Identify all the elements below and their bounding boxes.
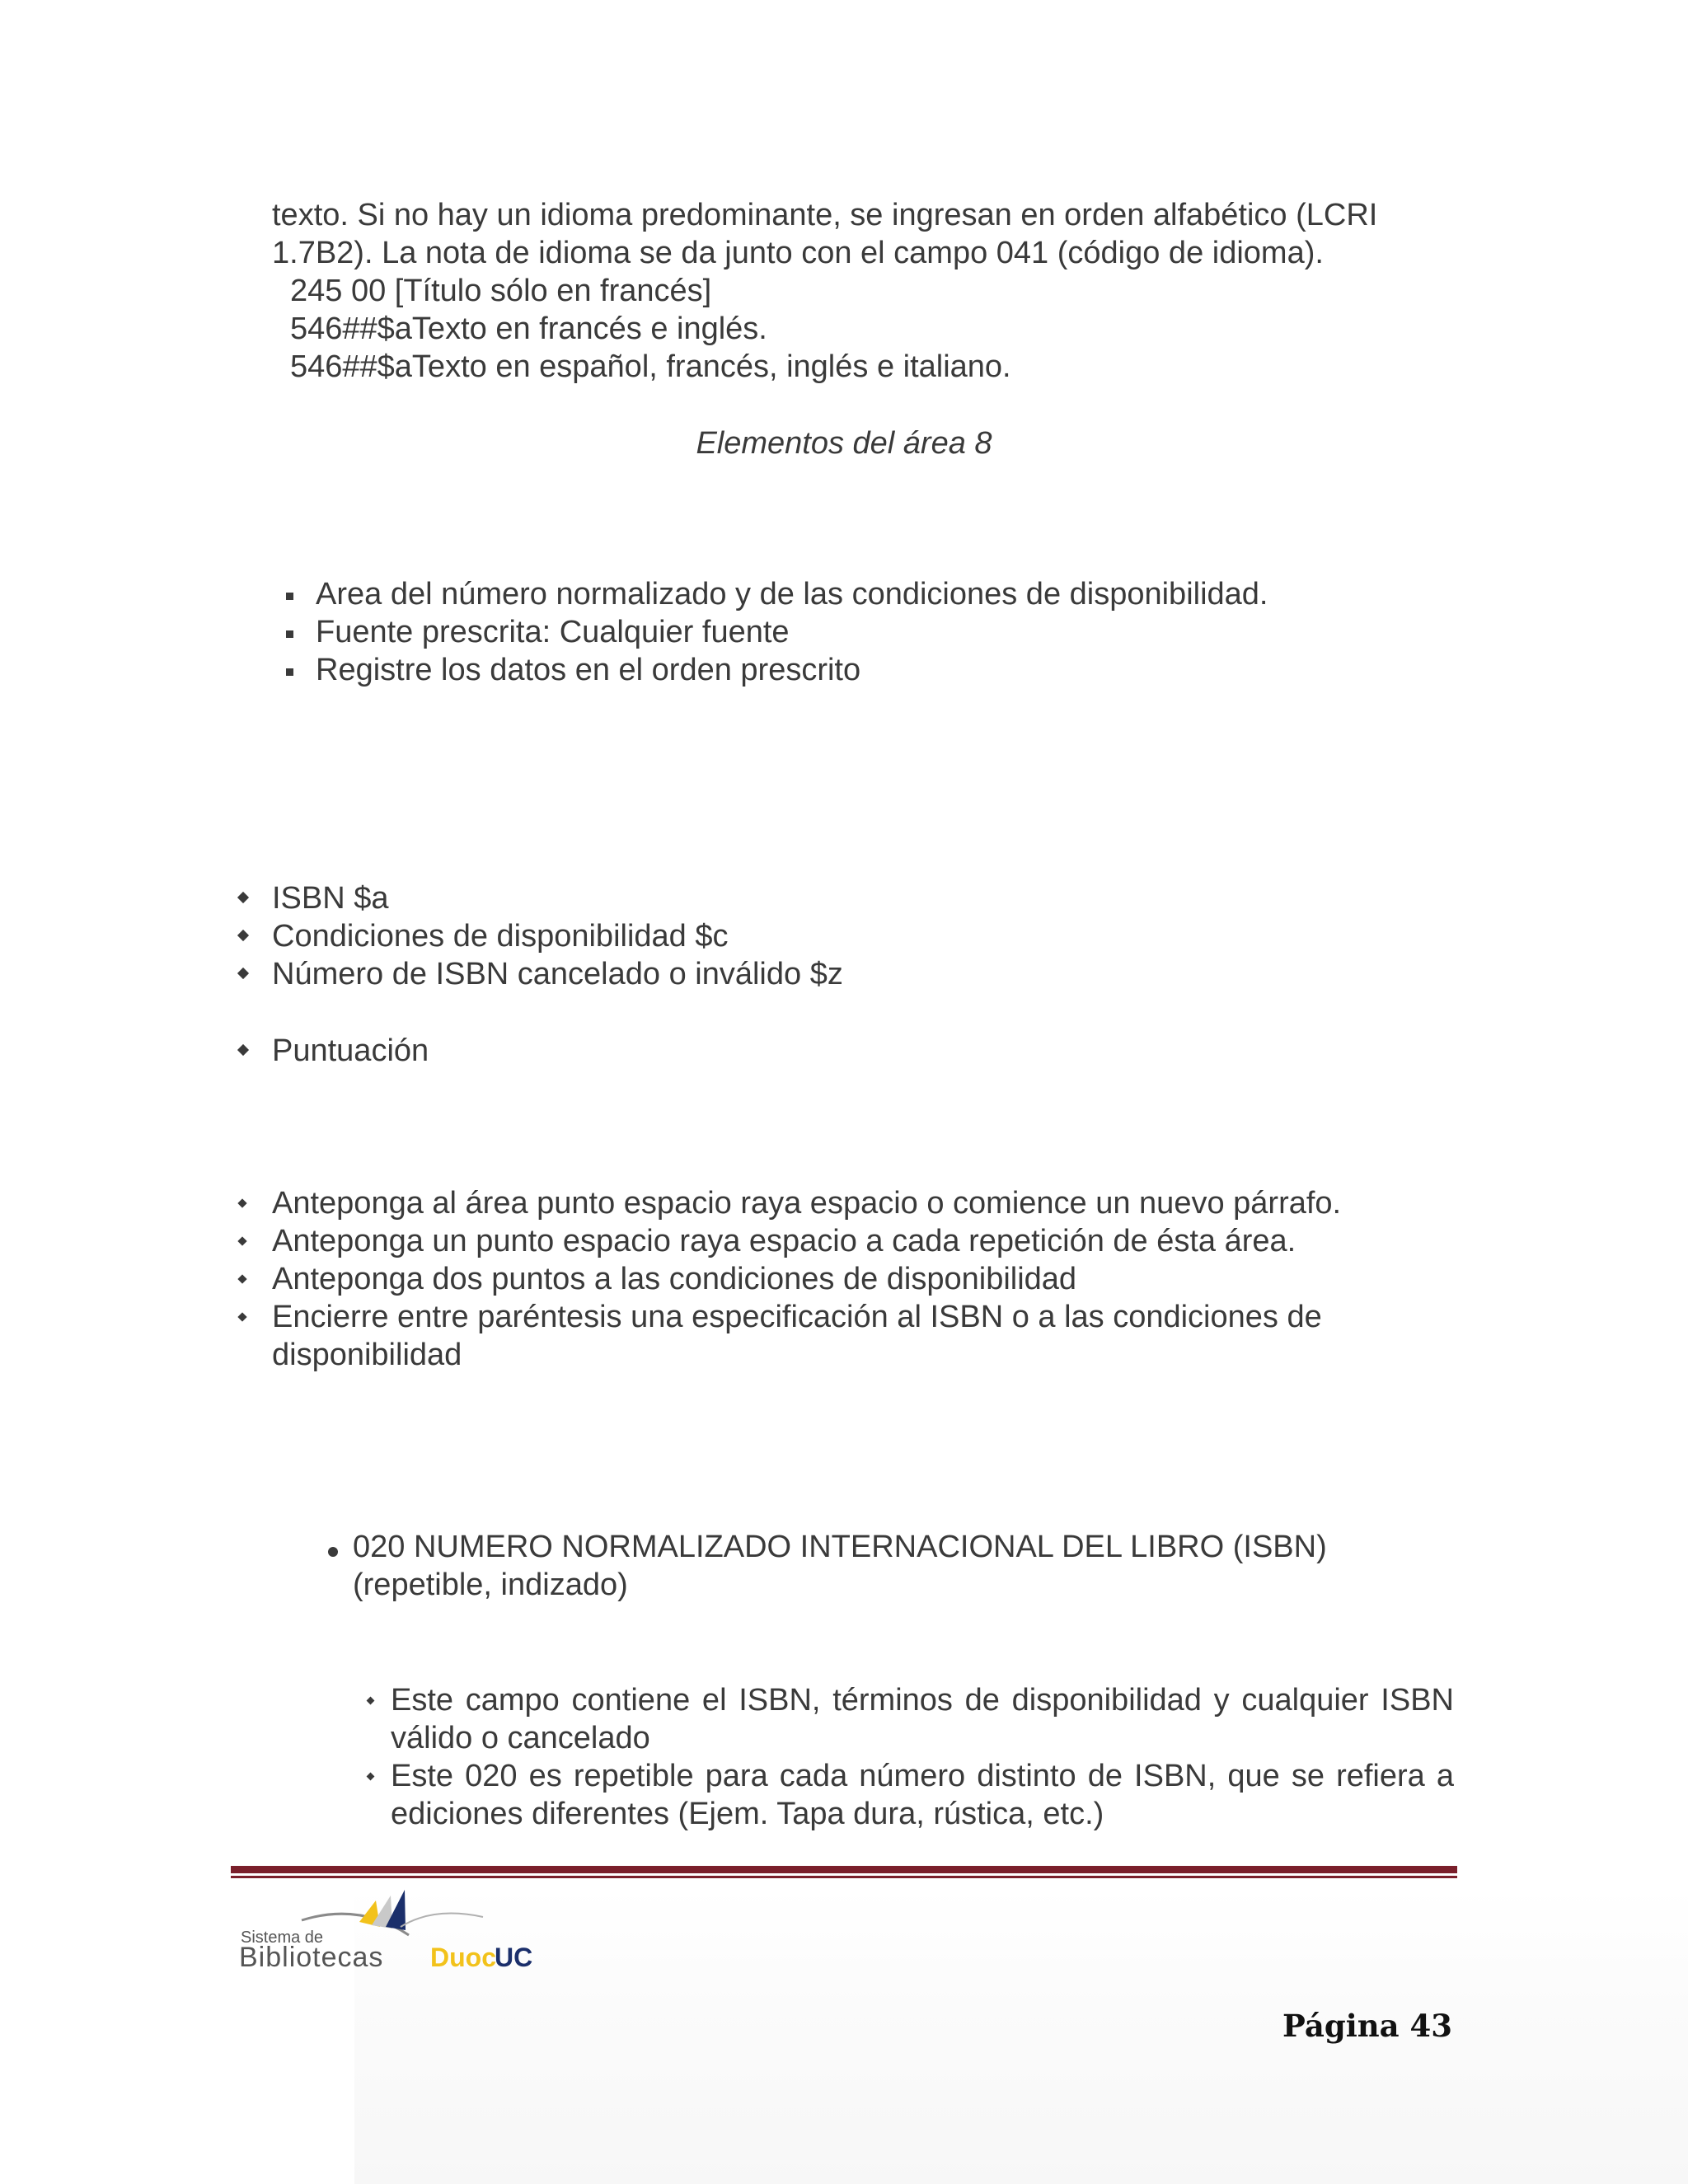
list-item: Fuente prescrita: Cualquier fuente bbox=[316, 613, 1268, 651]
field-020-heading bbox=[353, 1528, 1327, 1604]
logo-brand-uc: UC bbox=[495, 1943, 533, 1972]
list-item: Encierre entre paréntesis una especificación al ISBN o a las condiciones de disponibilidad bbox=[272, 1298, 1409, 1374]
isbn-subfield-list bbox=[272, 879, 843, 993]
list-item: Número de ISBN cancelado o inválido $z bbox=[272, 957, 843, 991]
list-item: Anteponga un punto espacio raya espacio a cada repetición de ésta área. bbox=[272, 1222, 1409, 1260]
logo-text-line-1: Sistema de bbox=[241, 1929, 324, 1947]
list-item: ISBN $a bbox=[272, 879, 843, 917]
list-item: Area del número normalizado y de las condiciones de disponibilidad. bbox=[316, 577, 1268, 612]
sistema-bibliotecas-logo bbox=[236, 1877, 582, 1976]
field-020-title-line-1: 020 NUMERO NORMALIZADO INTERNACIONAL DEL LIBRO (ISBN) bbox=[353, 1530, 1327, 1564]
code-line-3: 546##$aTexto en español, francés, inglés e italiano. bbox=[290, 349, 1011, 384]
logo-brand-duoc: Duoc bbox=[430, 1943, 496, 1972]
logo-text-line-2: Bibliotecas bbox=[239, 1942, 384, 1973]
page-number: Página 43 bbox=[1282, 2008, 1452, 2044]
field-020-title-line-2: (repetible, indizado) bbox=[353, 1568, 628, 1602]
list-item: Registre los datos en el orden prescrito bbox=[316, 651, 1268, 689]
list-item: Anteponga al área punto espacio raya espacio o comience un nuevo párrafo. bbox=[272, 1184, 1409, 1222]
punctuation-heading-list bbox=[272, 1032, 429, 1070]
punctuation-heading: Puntuación bbox=[272, 1033, 429, 1068]
code-line-2: 546##$aTexto en francés e inglés. bbox=[290, 312, 767, 346]
punctuation-list bbox=[272, 1184, 1409, 1374]
list-item: Condiciones de disponibilidad $c bbox=[272, 917, 843, 955]
field-020-list bbox=[391, 1681, 1454, 1833]
list-item: Este campo contiene el ISBN, términos de disponibilidad y cualquier ISBN válido o cancelado bbox=[391, 1683, 1454, 1755]
section-title: Elementos del área 8 bbox=[696, 426, 992, 461]
code-line-1: 245 00 [Título sólo en francés] bbox=[290, 274, 712, 308]
area-list bbox=[316, 575, 1268, 689]
list-item: Anteponga dos puntos a las condiciones de disponibilidad bbox=[272, 1260, 1409, 1298]
intro-paragraph bbox=[272, 196, 1459, 272]
footer-rule bbox=[231, 1866, 1457, 1873]
list-item: Este 020 es repetible para cada número distinto de ISBN, que se refiera a ediciones diferentes (Ejem. Tapa dura, rústica, etc.) bbox=[391, 1759, 1454, 1831]
field-020-title bbox=[353, 1528, 1327, 1604]
intro-line-1: texto. Si no hay un idioma predominante, se ingresan en orden alfabético (LCRI bbox=[272, 198, 1378, 232]
intro-line-2: 1.7B2). La nota de idioma se da junto con el campo 041 (código de idioma). bbox=[272, 236, 1324, 270]
